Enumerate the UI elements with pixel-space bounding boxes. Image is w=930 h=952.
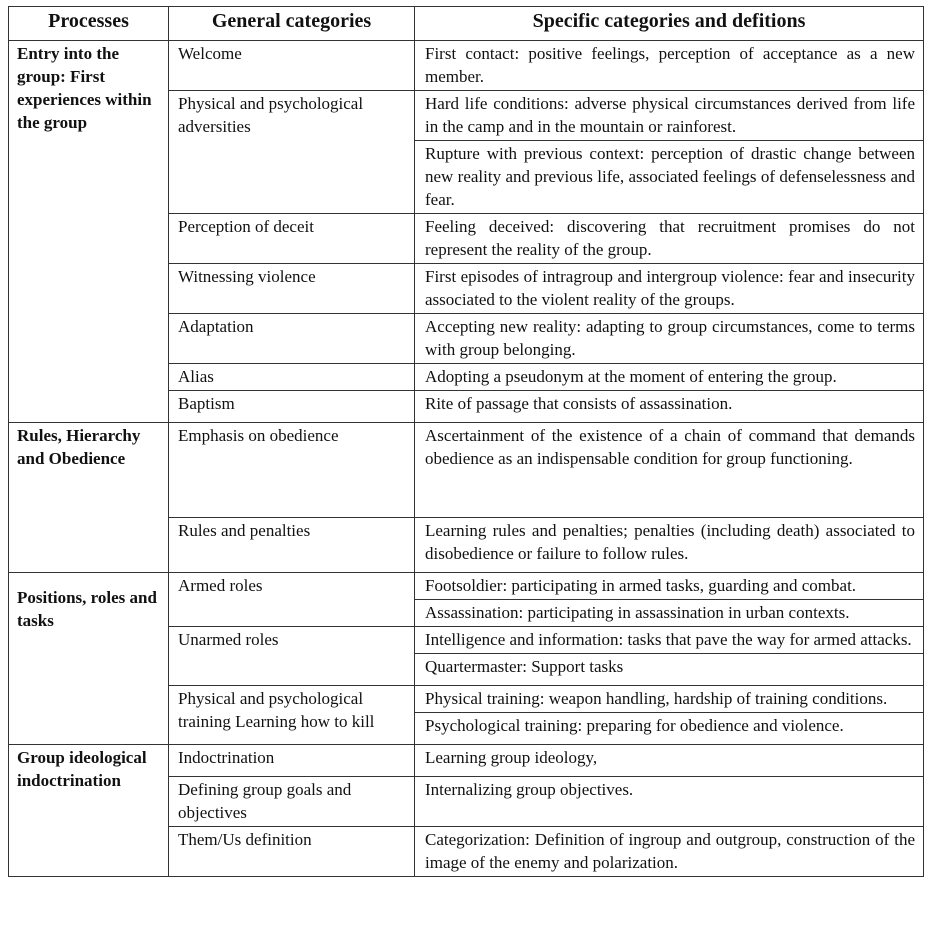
general-category: Physical and psychological adversities [169, 91, 415, 214]
specific-category: Learning group ideology, [415, 745, 924, 777]
table-row [9, 745, 924, 777]
specific-category: Psychological training: preparing for obedience and violence. [415, 713, 924, 745]
header-processes: Processes [9, 7, 169, 41]
specific-category: Footsoldier: participating in armed tasks, guarding and combat. [415, 573, 924, 600]
process-positions-roles [9, 573, 169, 745]
specific-category: Physical training: weapon handling, hardship of training conditions. [415, 686, 924, 713]
general-category: Adaptation [169, 314, 415, 364]
process-rules-hierarchy: Rules, Hierarchy and Obedience [9, 423, 169, 573]
general-category: Unarmed roles [169, 627, 415, 686]
general-category: Rules and penalties [169, 518, 415, 573]
specific-category: Ascertainment of the existence of a chain of command that demands obedience as an indispensable condition for group functioning. [415, 423, 924, 518]
specific-category: Learning rules and penalties; penalties (including death) associated to disobedience or failure to follow rules. [415, 518, 924, 573]
specific-category: Categorization: Definition of ingroup and outgroup, construction of the image of the enemy and polarization. [415, 827, 924, 877]
process-entry-into-group: Entry into the group: First experiences within the group [9, 41, 169, 423]
general-category: Emphasis on obedience [169, 423, 415, 518]
specific-category: First contact: positive feelings, perception of acceptance as a new member. [415, 41, 924, 91]
specific-category: Accepting new reality: adapting to group circumstances, come to terms with group belonging. [415, 314, 924, 364]
table-row [9, 573, 924, 600]
table-row [9, 423, 924, 518]
process-label: Positions, roles and tasks [17, 588, 157, 630]
specific-category: Assassination: participating in assassination in urban contexts. [415, 600, 924, 627]
general-category: Alias [169, 364, 415, 391]
specific-category: Adopting a pseudonym at the moment of entering the group. [415, 364, 924, 391]
specific-category: Quartermaster: Support tasks [415, 654, 924, 686]
specific-category: Internalizing group objectives. [415, 777, 924, 827]
general-category: Baptism [169, 391, 415, 423]
header-row [9, 7, 924, 41]
specific-category: Hard life conditions: adverse physical circumstances derived from life in the camp and in the mountain or rainforest. [415, 91, 924, 141]
general-category: Indoctrination [169, 745, 415, 777]
general-category: Physical and psychological training Learning how to kill [169, 686, 415, 745]
general-category: Armed roles [169, 573, 415, 627]
general-category: Witnessing violence [169, 264, 415, 314]
specific-category: Rupture with previous context: perception of drastic change between new reality and previous life, associated feelings of defenselessness and fear. [415, 141, 924, 214]
specific-category: First episodes of intragroup and intergroup violence: fear and insecurity associated to the violent reality of the groups. [415, 264, 924, 314]
general-category: Perception of deceit [169, 214, 415, 264]
process-ideological-indoctrination: Group ideological indoctrination [9, 745, 169, 877]
table-row [9, 41, 924, 91]
general-category: Defining group goals and objectives [169, 777, 415, 827]
header-general-categories: General categories [169, 7, 415, 41]
header-specific-categories: Specific categories and defitions [415, 7, 924, 41]
categories-table [8, 6, 924, 877]
specific-category: Intelligence and information: tasks that pave the way for armed attacks. [415, 627, 924, 654]
general-category: Them/Us definition [169, 827, 415, 877]
specific-category: Feeling deceived: discovering that recruitment promises do not represent the reality of the group. [415, 214, 924, 264]
general-category: Welcome [169, 41, 415, 91]
specific-category: Rite of passage that consists of assassination. [415, 391, 924, 423]
